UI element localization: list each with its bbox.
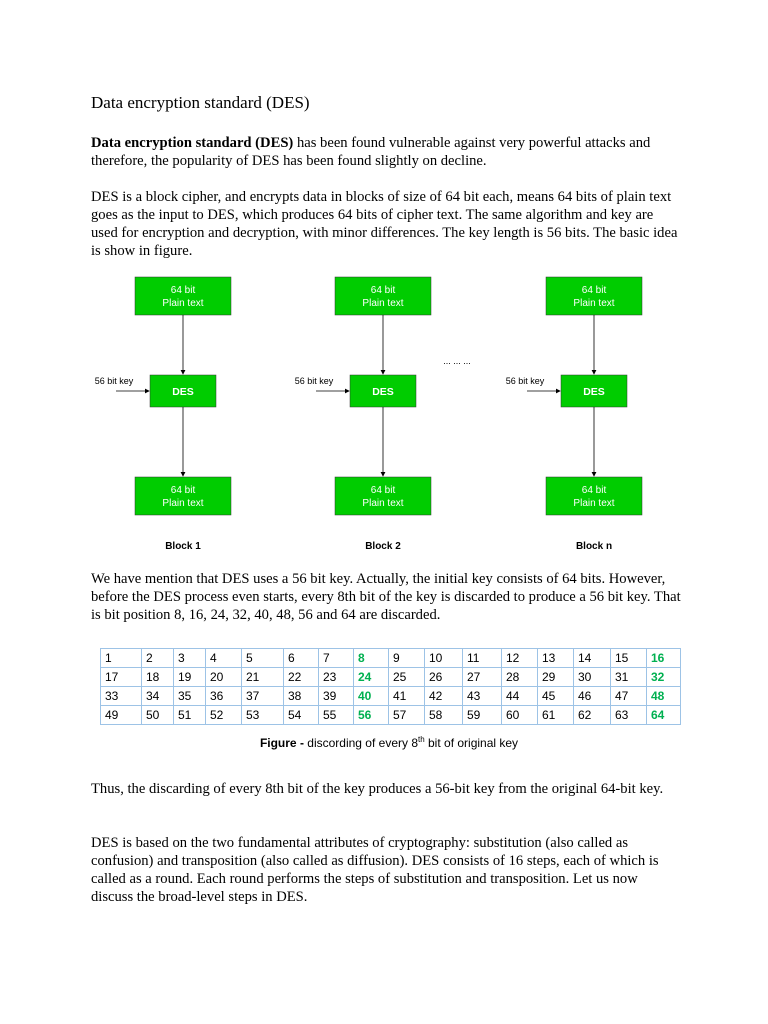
caption-sup: th: [418, 735, 425, 744]
figure-label: Figure -: [259, 736, 304, 750]
bit-cell: 63: [611, 706, 647, 725]
bit-cell: 46: [574, 687, 611, 706]
key-label: 56 bit key: [505, 376, 545, 386]
des-diagram-svg: [85, 272, 685, 562]
key-label: 56 bit key: [94, 376, 134, 386]
key-discard-paragraph: We have mention that DES uses a 56 bit key. Actually, the initial key consists of 64 bits. However, before the DES process even starts, every 8th bit of the key is discarded to produce a 56 bit key. That is bit position 8, 16, 24, 32, 40, 48, 56 and 64 are discarded.: [91, 571, 681, 623]
discarded-bit-cell: 48: [647, 687, 681, 706]
bit-cell: 41: [389, 687, 425, 706]
des-label: DES: [372, 386, 394, 398]
output-label-line1: 64 bit: [581, 485, 607, 496]
des-label: DES: [583, 386, 605, 398]
discarded-bit-cell: 8: [354, 649, 389, 668]
output-box: [135, 477, 231, 515]
bit-cell: 23: [319, 668, 354, 687]
bit-cell: 30: [574, 668, 611, 687]
bit-cell: 39: [319, 687, 354, 706]
bit-cell: 49: [101, 706, 142, 725]
des-label: DES: [172, 386, 194, 398]
des-block-diagram: [85, 272, 685, 562]
bit-cell: 53: [242, 706, 284, 725]
bit-cell: 1: [101, 649, 142, 668]
bit-cell: 7: [319, 649, 354, 668]
bit-cell: 5: [242, 649, 284, 668]
bit-cell: 35: [174, 687, 206, 706]
bit-cell: 51: [174, 706, 206, 725]
intro-rest: has been found vulnerable against very powerful attacks and therefore, the popularity of DES has been found slightly on decline.: [91, 135, 651, 169]
bit-cell: 4: [206, 649, 242, 668]
input-label-line1: 64 bit: [170, 285, 196, 296]
bit-cell: 44: [502, 687, 538, 706]
bit-cell: 11: [463, 649, 502, 668]
intro-bold-term: Data encryption standard (DES): [91, 135, 294, 151]
bit-cell: 57: [389, 706, 425, 725]
input-label-line1: 64 bit: [370, 285, 396, 296]
bit-cell: 45: [538, 687, 574, 706]
bit-cell: 38: [284, 687, 319, 706]
bit-cell: 62: [574, 706, 611, 725]
bit-cell: 17: [101, 668, 142, 687]
table-row: [101, 668, 681, 687]
bit-cell: 29: [538, 668, 574, 687]
bit-cell: 3: [174, 649, 206, 668]
bit-cell: 27: [463, 668, 502, 687]
output-label-line2: Plain text: [573, 498, 615, 509]
bit-cell: 21: [242, 668, 284, 687]
input-plaintext-box: [135, 277, 231, 315]
discarded-bit-cell: 24: [354, 668, 389, 687]
bit-cell: 15: [611, 649, 647, 668]
bit-cell: 14: [574, 649, 611, 668]
discarded-bit-cell: 56: [354, 706, 389, 725]
diagram-ellipsis: ... ... ...: [443, 356, 471, 366]
bit-cell: 59: [463, 706, 502, 725]
caption-text-before: discording of every 8: [303, 736, 418, 750]
output-label-line2: Plain text: [162, 498, 204, 509]
page-title: Data encryption standard (DES): [91, 93, 310, 112]
discarded-bit-cell: 32: [647, 668, 681, 687]
bit-cell: 18: [142, 668, 174, 687]
input-plaintext-box: [335, 277, 431, 315]
output-box: [546, 477, 642, 515]
discarded-bit-cell: 64: [647, 706, 681, 725]
bit-cell: 9: [389, 649, 425, 668]
discarded-bit-cell: 16: [647, 649, 681, 668]
output-label-line2: Plain text: [362, 498, 404, 509]
output-label-line1: 64 bit: [370, 485, 396, 496]
bit-cell: 2: [142, 649, 174, 668]
block-label: Block 2: [365, 541, 401, 552]
table-row: [101, 687, 681, 706]
bit-cell: 55: [319, 706, 354, 725]
block-label: Block 1: [165, 541, 201, 552]
bit-cell: 52: [206, 706, 242, 725]
bit-cell: 58: [425, 706, 463, 725]
bit-cell: 19: [174, 668, 206, 687]
bit-cell: 47: [611, 687, 647, 706]
input-plaintext-box: [546, 277, 642, 315]
bit-cell: 20: [206, 668, 242, 687]
table-row: [101, 649, 681, 668]
block-cipher-paragraph: DES is a block cipher, and encrypts data in blocks of size of 64 bit each, means 64 bits of plain text goes as the input to DES, which produces 64 bits of cipher text. The same algorithm and key are used for encryption and decryption, with minor differences. The key length is 56 bits. The basic idea is show in figure.: [91, 189, 678, 259]
bit-cell: 60: [502, 706, 538, 725]
figure-caption: [0, 735, 768, 750]
output-box: [335, 477, 431, 515]
bit-cell: 31: [611, 668, 647, 687]
bit-cell: 50: [142, 706, 174, 725]
output-label-line1: 64 bit: [170, 485, 196, 496]
bit-cell: 6: [284, 649, 319, 668]
bit-cell: 42: [425, 687, 463, 706]
bit-cell: 36: [206, 687, 242, 706]
bit-cell: 25: [389, 668, 425, 687]
bit-cell: 34: [142, 687, 174, 706]
bit-cell: 26: [425, 668, 463, 687]
bit-cell: 37: [242, 687, 284, 706]
result-paragraph: Thus, the discarding of every 8th bit of the key produces a 56-bit key from the original 64-bit key.: [91, 781, 664, 797]
input-label-line2: Plain text: [573, 298, 615, 309]
bit-cell: 54: [284, 706, 319, 725]
bit-cell: 22: [284, 668, 319, 687]
bit-cell: 43: [463, 687, 502, 706]
attributes-paragraph: DES is based on the two fundamental attributes of cryptography: substitution (also called as confusion) and transposition (also called as diffusion). DES consists of 16 steps, each of which is called as a round. Each round performs the steps of substitution and transposition. Let us now discuss the broad-level steps in DES.: [91, 835, 659, 905]
caption-text-after: bit of original key: [424, 736, 519, 750]
bit-cell: 10: [425, 649, 463, 668]
discarded-bit-cell: 40: [354, 687, 389, 706]
block-label: Block n: [575, 541, 613, 552]
bit-cell: 61: [538, 706, 574, 725]
input-label-line1: 64 bit: [581, 285, 607, 296]
bit-cell: 28: [502, 668, 538, 687]
input-label-line2: Plain text: [362, 298, 404, 309]
intro-paragraph: [91, 134, 681, 170]
input-label-line2: Plain text: [162, 298, 204, 309]
key-bit-table: [100, 648, 681, 725]
key-label: 56 bit key: [294, 376, 334, 386]
table-row: [101, 706, 681, 725]
bit-cell: 33: [101, 687, 142, 706]
bit-cell: 12: [502, 649, 538, 668]
bit-cell: 13: [538, 649, 574, 668]
